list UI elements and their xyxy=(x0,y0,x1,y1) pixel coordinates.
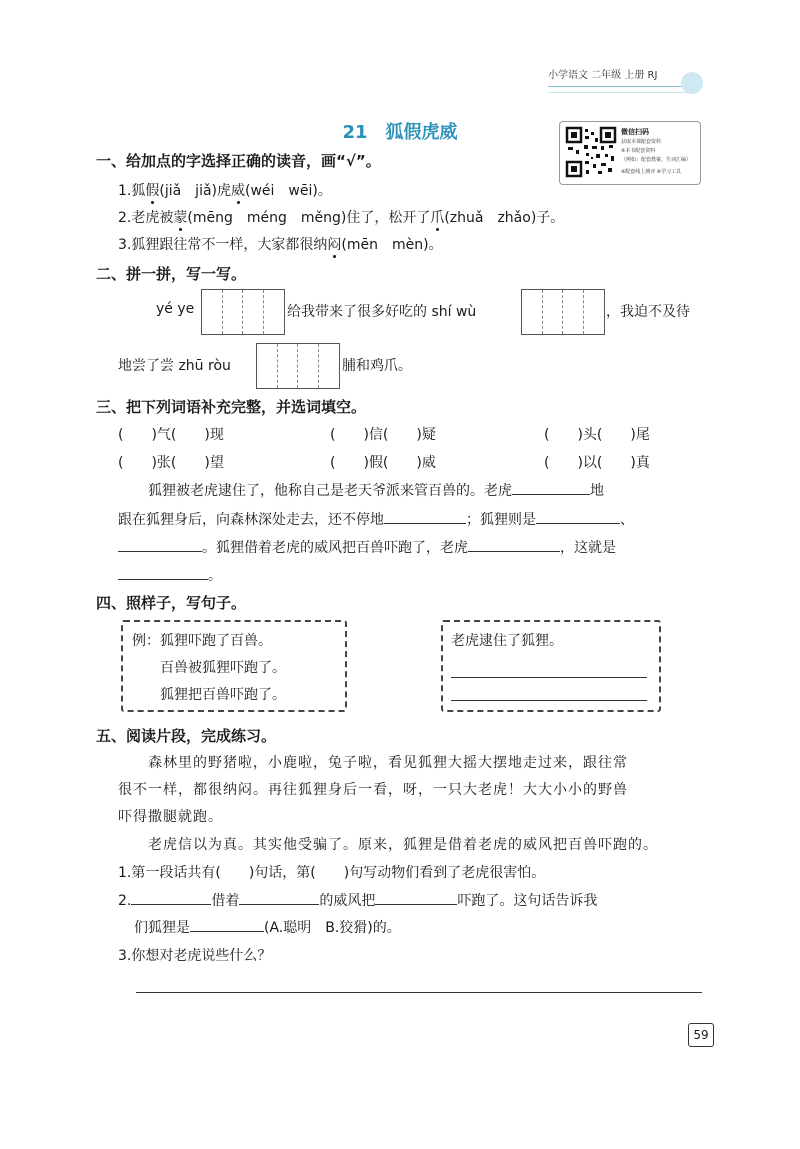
fill-blank[interactable] xyxy=(384,509,466,524)
header-rule-light xyxy=(548,92,698,93)
fill-paragraph-line: 跟在狐狸身后，向森林深处走去，还不停地 ；狐狸则是 、 xyxy=(118,509,634,529)
example-line: 例：狐狸吓跑了百兽。 xyxy=(132,633,272,649)
section-2-heading: 二、拼一拼，写一写。 xyxy=(96,265,247,283)
idiom-blank[interactable]: ( )信( )疑 xyxy=(330,427,436,443)
sentence-part: 给我带来了很多好吃的 shí wù xyxy=(287,304,477,320)
sentence-part: 脯和鸡爪。 xyxy=(342,358,412,374)
fill-blank[interactable] xyxy=(118,537,202,552)
idiom-blank[interactable]: ( )气( )现 xyxy=(118,427,224,443)
idiom-blank[interactable]: ( )假( )威 xyxy=(330,455,436,471)
sentence-part: ，我迫不及待 xyxy=(606,304,690,320)
book-header: 小学语文 二年级 上册 RJ xyxy=(548,70,658,81)
lesson-title: 21 狐假虎威 xyxy=(342,122,458,143)
example-line: 百兽被狐狸吓跑了。 xyxy=(160,660,286,676)
reading-line: 老虎信以为真。其实他受骗了。原来，狐狸是借着老虎的威风把百兽吓跑的。 xyxy=(148,837,658,853)
idiom-blank[interactable]: ( )以( )真 xyxy=(544,455,650,471)
reading-line: 吓得撒腿就跑。 xyxy=(118,809,223,825)
page-number: 59 xyxy=(688,1023,714,1047)
fill-blank[interactable] xyxy=(536,509,620,524)
qr-code-icon[interactable] xyxy=(565,126,617,178)
fill-paragraph-line: 。 xyxy=(118,565,222,585)
fill-blank[interactable] xyxy=(118,565,208,580)
question-5-2-cont: 们狐狸是 (A.聪明 B.狡猾)的。 xyxy=(134,917,401,937)
section-5-heading: 五、阅读片段，完成练习。 xyxy=(96,727,277,745)
qr-line: ※配套线上测评 ※学习工具 xyxy=(621,169,681,175)
question-1-2: 2.老虎被蒙(mēng méng měng)住了，松开了爪(zhuǎ zhǎo)子。 xyxy=(118,210,565,226)
reading-line: 森林里的野猪啦，小鹿啦，兔子啦，看见狐狸大摇大摆地走过来，跟往常 xyxy=(148,755,628,771)
fill-blank[interactable] xyxy=(239,890,319,905)
sentence-part: 地尝了尝 zhū ròu xyxy=(118,358,231,374)
qr-title: 微信扫码 xyxy=(621,128,649,136)
reading-line: 很不一样，都很纳闷。再往狐狸身后一看，呀，一只大老虎！大大小小的野兽 xyxy=(118,782,628,798)
section-1-heading: 一、给加点的字选择正确的读音，画“√”。 xyxy=(96,152,381,170)
header-rule xyxy=(548,86,698,87)
idiom-blank[interactable]: ( )张( )望 xyxy=(118,455,224,471)
answer-line[interactable] xyxy=(451,677,647,678)
qr-line: （例如：配套教案、生词汇编） xyxy=(621,157,692,163)
writing-grid-shiwu[interactable] xyxy=(521,289,605,335)
writing-grid-zhurou[interactable] xyxy=(256,343,340,389)
fill-blank[interactable] xyxy=(512,480,590,495)
answer-line[interactable] xyxy=(136,992,702,993)
pinyin-yeye: yé ye xyxy=(156,301,195,317)
fill-paragraph-line: 。狐狸借着老虎的威风把百兽吓跑了，老虎 ，这就是 xyxy=(118,537,616,557)
question-1-1: 1.狐假(jiǎ jiǎ)虎威(wéi wēi)。 xyxy=(118,183,332,199)
idiom-blank[interactable]: ( )头( )尾 xyxy=(544,427,650,443)
section-3-heading: 三、把下列词语补充完整，并选词填空。 xyxy=(96,398,367,416)
section-4-heading: 四、照样子，写句子。 xyxy=(96,594,247,612)
question-1-3: 3.狐狸跟往常不一样，大家都很纳闷(mēn mèn)。 xyxy=(118,237,443,253)
question-5-2: 2. 借着 的威风把 吓跑了。这句话告诉我 xyxy=(118,890,597,910)
writing-grid-yeye[interactable] xyxy=(201,289,285,335)
fill-blank[interactable] xyxy=(375,890,457,905)
answer-line[interactable] xyxy=(451,700,647,701)
fill-blank[interactable] xyxy=(131,890,211,905)
question-5-3: 3.你想对老虎说些什么？ xyxy=(118,948,272,964)
task-sentence: 老虎逮住了狐狸。 xyxy=(451,633,563,649)
fill-blank[interactable] xyxy=(190,917,264,932)
question-5-1: 1.第一段话共有( )句话，第( )句写动物们看到了老虎很害怕。 xyxy=(118,865,546,881)
qr-line: 获取本课配套资料 xyxy=(621,139,662,145)
mascot-icon xyxy=(681,72,703,94)
example-line: 狐狸把百兽吓跑了。 xyxy=(160,687,286,703)
fill-blank[interactable] xyxy=(468,537,560,552)
fill-paragraph-line: 狐狸被老虎逮住了，他称自己是老天爷派来管百兽的。老虎 地 xyxy=(148,480,604,500)
qr-line: ※本书配套资料 xyxy=(621,148,656,154)
